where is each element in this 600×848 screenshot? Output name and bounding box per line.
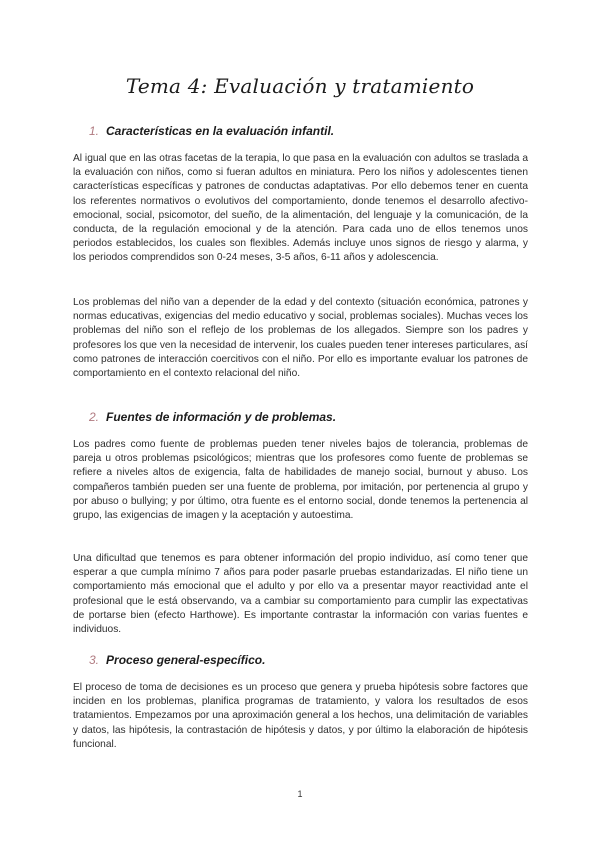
paragraph: El proceso de toma de decisiones es un proceso que genera y prueba hipótesis sobre factores que inciden en los problemas, planifica programas de tratamiento, y valora los resultados de esos tratamientos. Empezamos por una aproximación general a los hechos, una delimitación de variables y datos, las hipótesis, la contrastación de hipótesis y datos, y por último la elaboración de hipótesis funcional. <box>73 682 528 750</box>
section-number: 2. <box>89 410 100 424</box>
section-title: Proceso general-específico. <box>106 653 266 667</box>
paragraph: Una dificultad que tenemos es para obtener información del propio individuo, así como tener que esperar a que cumpla mínimo 7 años para poder pasarle pruebas estandarizadas. El niño tiene un comportamiento más emocional que el adulto y por ello va a presentar mayor reactividad ante el profesional que le está observando, va a cambiar su comportamiento para cumplir las expectativas de portarse bien (efecto Harthowe). Es importante contrastar la información con varias fuentes e individuos. <box>73 553 528 636</box>
paragraph: Los padres como fuente de problemas pueden tener niveles bajos de tolerancia, problemas de pareja u otros problemas psicológicos; mientras que los profesores como fuente de problemas se refiere a niveles altos de exigencia, falta de habilidades de manejo social, burnout y abuso. Los compañeros también pueden ser una fuente de problema, por imitación, por pertenencia al grupo y por abuso o bullying; y por último, otra fuente es el entorno social, donde tenemos la pertenencia al grupo, las exigencias de imagen y la aceptación y autoestima. <box>73 439 528 522</box>
page-number: 1 <box>297 789 303 799</box>
page-title: Tema 4: Evaluación y tratamiento <box>125 74 475 98</box>
paragraph: Al igual que en las otras facetas de la terapia, lo que pasa en la evaluación con adultos se traslada a la evaluación con niños, como si fueran adultos en miniatura. Pero los niños y adolescentes tienen características específicas y patrones de conductas adaptativas. Por ello debemos tener en cuenta los referentes normativos o evolutivos del comportamiento, donde tenemos el desarrollo afectivo-emocional, social, psicomotor, del sueño, de la alimentación, del lenguaje y la comunicación, de la conducta, de la regulación emocional y de la atención. Para cada uno de ellos tenemos unos periodos establecidos, los cuales son flexibles. Además incluye unos signos de riesgo y alarma, y los periodos comprendidos son 0-24 meses, 3-5 años, 6-11 años y adolescencia. <box>73 153 528 264</box>
section-heading-2 <box>89 410 336 424</box>
section-heading-1 <box>89 124 334 138</box>
section-title: Fuentes de información y de problemas. <box>106 410 337 424</box>
section-heading-3 <box>89 653 265 667</box>
section-number: 3. <box>89 653 100 667</box>
section-number: 1. <box>89 124 100 138</box>
paragraph: Los problemas del niño van a depender de la edad y del contexto (situación económica, patrones y normas educativas, exigencias del medio educativo y social, problemas sociales). Muchas veces los problemas del niño son el reflejo de los problemas de los allegados. Siempre son los padres y profesores los que ven la necesidad de intervenir, los cuales pueden tener intereses particulares, así como patrones de interacción coercitivos con el niño. Por ello es importante evaluar los patrones de comportamiento en el contexto relacional del niño. <box>73 297 528 380</box>
section-title: Características en la evaluación infantil. <box>106 124 335 138</box>
